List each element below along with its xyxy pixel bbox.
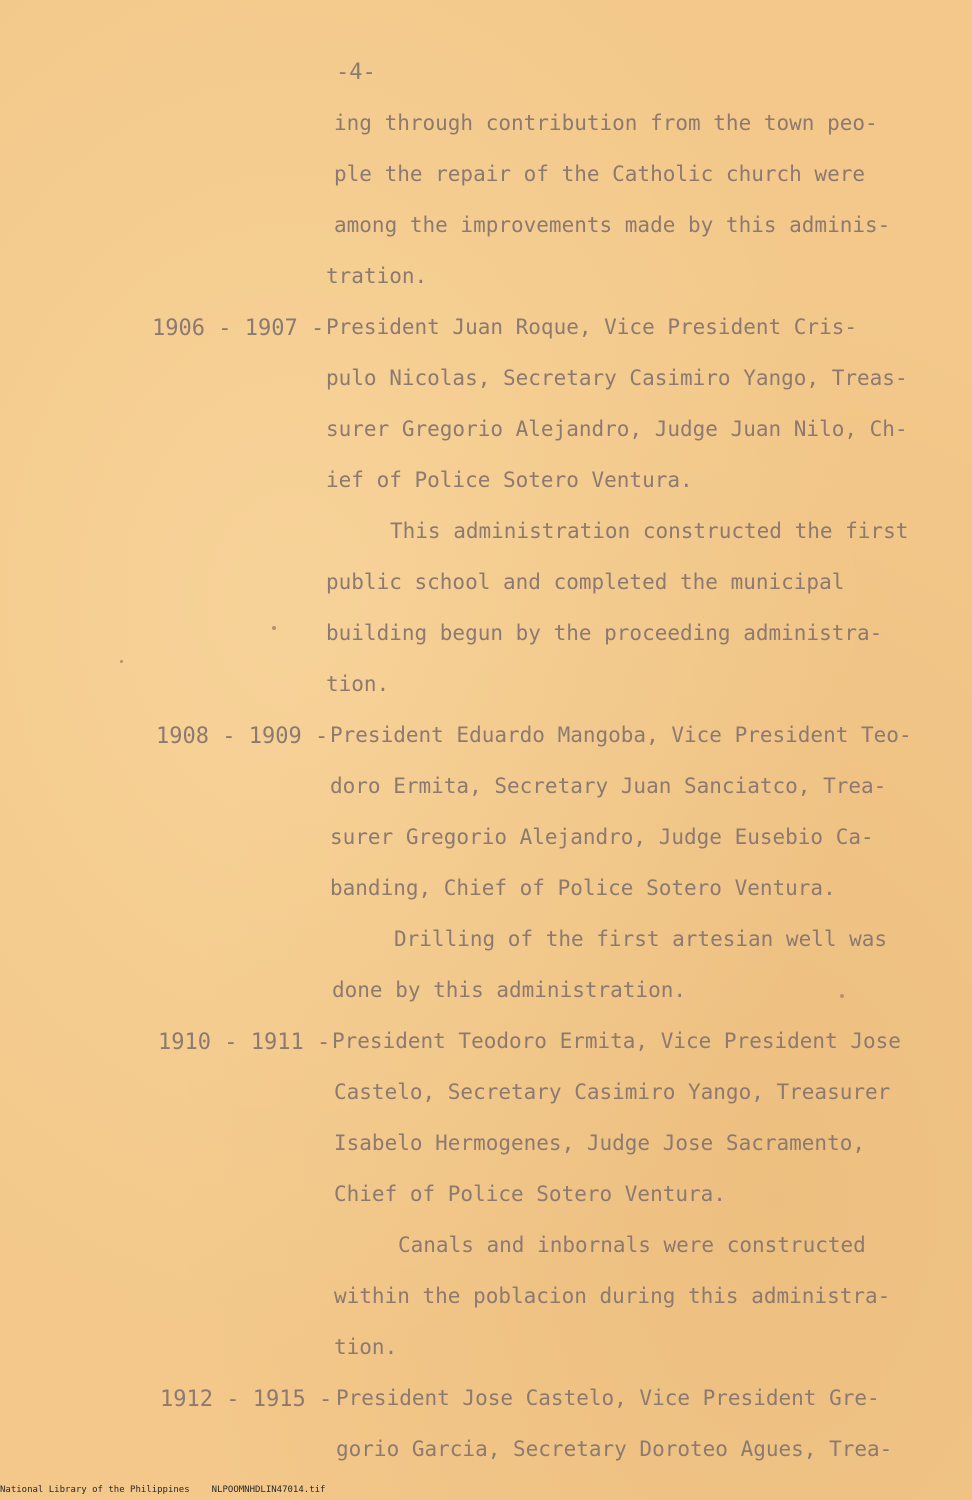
term-years: 1908 - 1909 - <box>156 724 329 749</box>
text-line: Drilling of the first artesian well was <box>394 927 888 951</box>
text-line: building begun by the proceeding administra- <box>326 621 883 645</box>
paper-speck <box>120 660 123 663</box>
text-line: tion. <box>326 672 390 696</box>
text-line: gorio Garcia, Secretary Doroteo Agues, Trea- <box>336 1437 893 1461</box>
term-years: 1912 - 1915 - <box>160 1387 333 1412</box>
text-line: done by this administration. <box>332 978 687 1002</box>
text-line: President Eduardo Mangoba, Vice President Teo- <box>330 723 912 747</box>
text-line: public school and completed the municipal <box>326 570 845 594</box>
text-line: tration. <box>326 264 428 288</box>
footer-library: National Library of the Philippines <box>0 1485 190 1495</box>
text-line: ing through contribution from the town peo- <box>334 111 878 135</box>
text-line: tion. <box>334 1335 398 1359</box>
text-line: surer Gregorio Alejandro, Judge Eusebio Ca- <box>330 825 874 849</box>
footer-file: NLPOOMNHDLIN47014.tif <box>211 1485 326 1495</box>
text-line: within the poblacion during this administra- <box>334 1284 891 1308</box>
text-line: doro Ermita, Secretary Juan Sanciatco, Trea- <box>330 774 887 798</box>
text-line: This administration constructed the first <box>390 519 909 543</box>
text-line: President Jose Castelo, Vice President Gre- <box>336 1386 880 1410</box>
text-line: Isabelo Hermogenes, Judge Jose Sacramento, <box>334 1131 866 1155</box>
page-number: -4- <box>336 60 376 85</box>
text-line: President Teodoro Ermita, Vice President Jose <box>332 1029 901 1053</box>
paper-speck <box>272 626 276 630</box>
text-line: Chief of Police Sotero Ventura. <box>334 1182 726 1206</box>
text-line: ple the repair of the Catholic church were <box>334 162 866 186</box>
scan-footer <box>0 1484 347 1496</box>
term-years: 1906 - 1907 - <box>152 316 325 341</box>
text-line: surer Gregorio Alejandro, Judge Juan Nilo, Ch- <box>326 417 908 441</box>
text-line: pulo Nicolas, Secretary Casimiro Yango, Treas- <box>326 366 908 390</box>
text-line: Canals and inbornals were constructed <box>398 1233 866 1257</box>
text-line: among the improvements made by this adminis- <box>334 213 891 237</box>
text-line: Castelo, Secretary Casimiro Yango, Treasurer <box>334 1080 891 1104</box>
text-line: President Juan Roque, Vice President Cris- <box>326 315 858 339</box>
text-line: ief of Police Sotero Ventura. <box>326 468 693 492</box>
term-years: 1910 - 1911 - <box>158 1030 331 1055</box>
text-line: banding, Chief of Police Sotero Ventura. <box>330 876 836 900</box>
paper-speck <box>840 994 844 998</box>
